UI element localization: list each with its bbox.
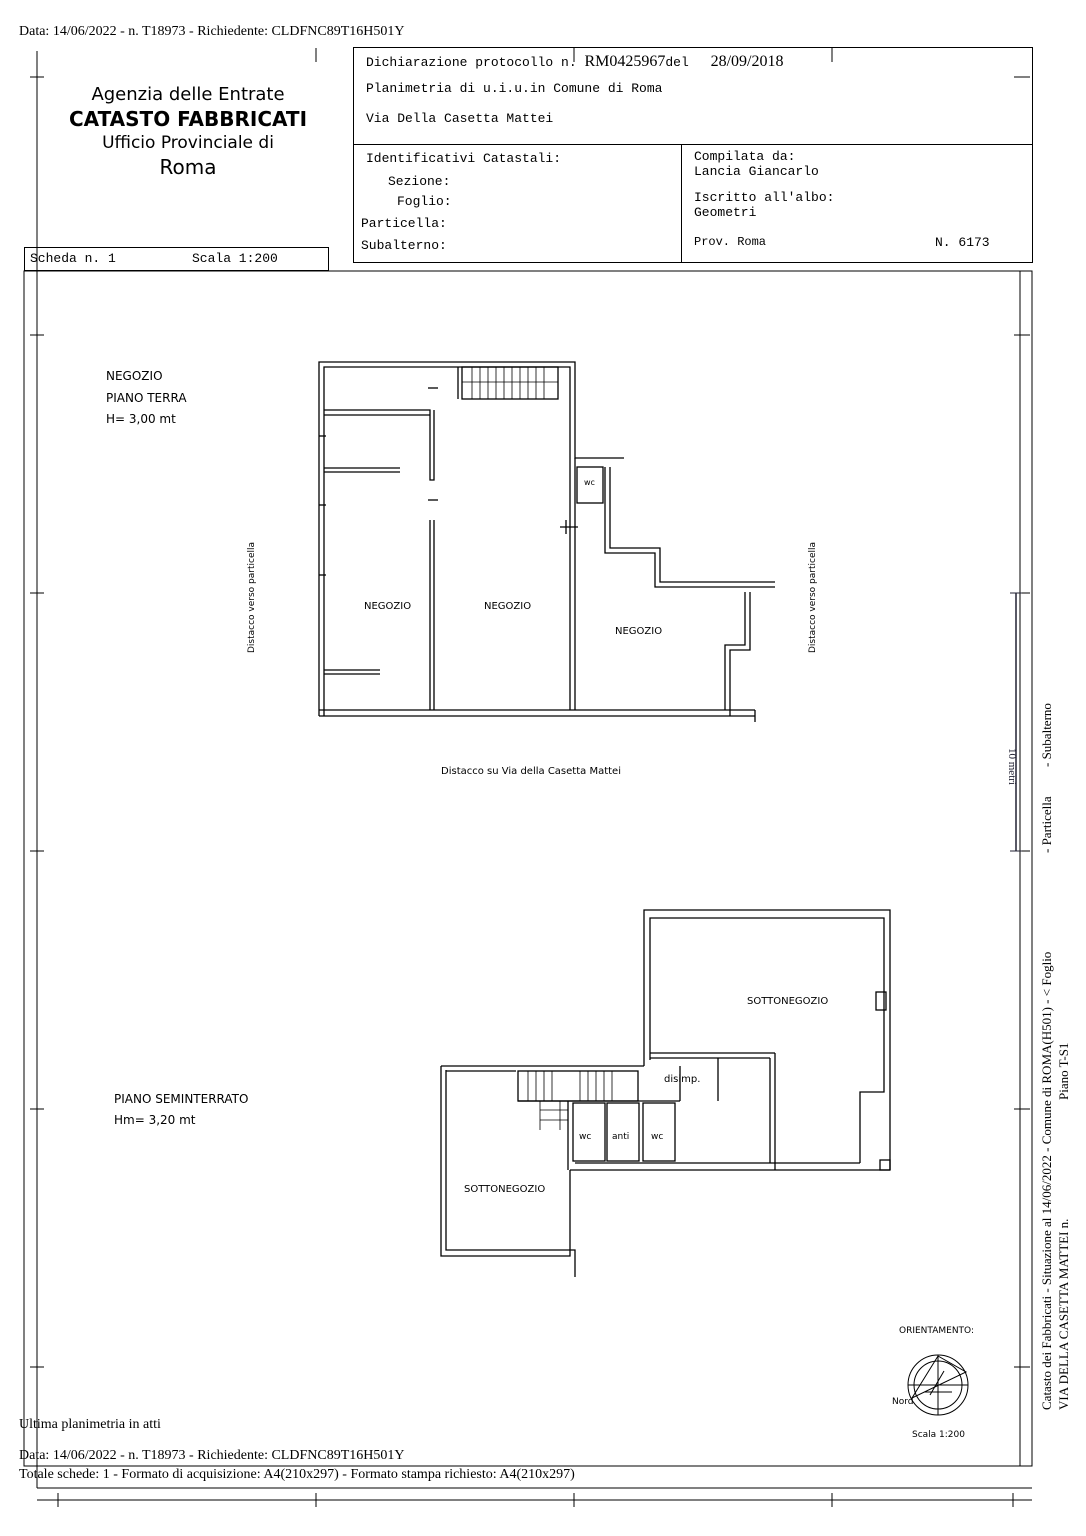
room-wc-1: wc bbox=[579, 1132, 592, 1142]
orientation-title: ORIENTAMENTO: bbox=[899, 1326, 975, 1336]
side-particella: - Particella bbox=[1039, 796, 1054, 853]
room-sottonegozio-left: SOTTONEGOZIO bbox=[464, 1184, 546, 1195]
basement-floor-label: PIANO SEMINTERRATO bbox=[114, 1092, 249, 1106]
prov-label: Prov. Roma bbox=[694, 235, 767, 249]
sezione-label: Sezione: bbox=[388, 174, 451, 189]
protocol-number: RM0425967 bbox=[584, 53, 666, 70]
del-label: del bbox=[665, 55, 689, 70]
ufficio-city: Roma bbox=[159, 155, 217, 179]
footer-ultima: Ultima planimetria in atti bbox=[19, 1417, 161, 1432]
room-negozio-1: NEGOZIO bbox=[364, 601, 412, 612]
address-line: Via Della Casetta Mattei bbox=[366, 111, 554, 126]
ground-title: NEGOZIO bbox=[106, 369, 163, 383]
room-disimp: disimp. bbox=[664, 1074, 701, 1085]
agency-name: Agenzia delle Entrate bbox=[91, 84, 285, 105]
orientation-scale: Scala 1:200 bbox=[912, 1430, 965, 1440]
footer-data: Data: 14/06/2022 - n. T18973 - Richiedente: CLDFNC89T16H501Y bbox=[19, 1448, 405, 1463]
basement-height: Hm= 3,20 mt bbox=[114, 1113, 196, 1127]
room-sottonegozio-main: SOTTONEGOZIO bbox=[747, 996, 829, 1007]
ground-floor-label: PIANO TERRA bbox=[106, 391, 187, 405]
ground-floor-plan bbox=[319, 362, 775, 722]
compilata-label: Compilata da: bbox=[694, 149, 796, 164]
side-address: VIA DELLA CASETTA MATTEI n. bbox=[1056, 1218, 1071, 1410]
iscritto-label: Iscritto all'albo: bbox=[694, 190, 835, 205]
side-piano: Piano T-S1 bbox=[1056, 1042, 1071, 1100]
room-wc-2: wc bbox=[651, 1132, 664, 1142]
ground-height: H= 3,00 mt bbox=[106, 412, 176, 426]
side-right-label: Distacco verso particella bbox=[808, 541, 818, 653]
albo-number: N. 6173 bbox=[935, 235, 990, 250]
header-request-line: Data: 14/06/2022 - n. T18973 - Richiedente: CLDFNC89T16H501Y bbox=[19, 24, 405, 39]
identificativi-title: Identificativi Catastali: bbox=[366, 151, 562, 166]
street-label: Distacco su Via della Casetta Mattei bbox=[441, 766, 621, 777]
drawing-frame bbox=[24, 271, 1032, 1466]
particella-label: Particella: bbox=[361, 216, 447, 231]
declaration-date: 28/09/2018 bbox=[710, 53, 784, 70]
room-wc-ground: wc bbox=[584, 478, 595, 487]
footer-totale: Totale schede: 1 - Formato di acquisizione: A4(210x297) - Formato stampa richiesto: A4(210x297) bbox=[19, 1467, 575, 1482]
side-left-label: Distacco verso particella bbox=[247, 541, 257, 653]
foglio-label: Foglio: bbox=[397, 194, 452, 209]
room-negozio-2: NEGOZIO bbox=[484, 601, 532, 612]
nord-label: Nord bbox=[892, 1397, 914, 1407]
basement-plan bbox=[441, 910, 890, 1277]
side-subalterno: - Subalterno bbox=[1039, 703, 1054, 767]
declaration-label: Dichiarazione protocollo n. bbox=[366, 55, 577, 70]
room-anti: anti bbox=[612, 1132, 630, 1142]
catasto-title: CATASTO FABBRICATI bbox=[68, 107, 308, 131]
compilata-name: Lancia Giancarlo bbox=[694, 164, 819, 179]
scale-mark: 10 metri bbox=[1006, 748, 1018, 785]
orientation-compass bbox=[908, 1355, 968, 1415]
scheda-label: Scheda n. 1 bbox=[30, 251, 116, 266]
albo-value: Geometri bbox=[694, 205, 757, 220]
room-negozio-3: NEGOZIO bbox=[615, 626, 663, 637]
side-situazione: Catasto dei Fabbricati - Situazione al 14/06/2022 - Comune di ROMA(H501) - < Foglio bbox=[1039, 951, 1054, 1410]
scala-label: Scala 1:200 bbox=[192, 251, 278, 266]
subalterno-label: Subalterno: bbox=[361, 238, 447, 253]
ufficio-label: Ufficio Provinciale di bbox=[102, 133, 274, 153]
planimetria-line: Planimetria di u.i.u.in Comune di Roma bbox=[366, 81, 663, 96]
